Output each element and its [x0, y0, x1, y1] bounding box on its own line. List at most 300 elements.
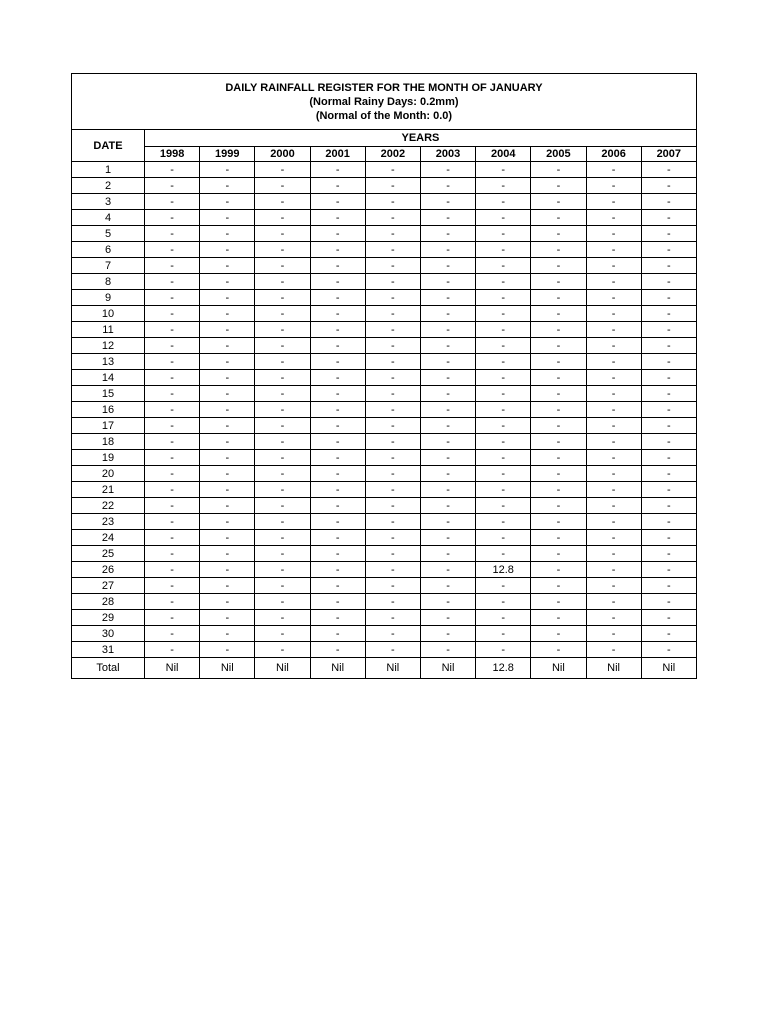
total-cell: Nil	[310, 658, 365, 679]
table-row	[72, 562, 697, 578]
table-row	[72, 578, 697, 594]
rainfall-cell: -	[310, 258, 365, 274]
rainfall-cell: -	[531, 210, 586, 226]
rainfall-cell: -	[255, 514, 310, 530]
rainfall-cell: -	[641, 434, 696, 450]
rainfall-cell: -	[586, 226, 641, 242]
rainfall-cell: -	[200, 578, 255, 594]
total-cell: Nil	[200, 658, 255, 679]
rainfall-cell: -	[641, 402, 696, 418]
rainfall-cell: -	[586, 562, 641, 578]
rainfall-cell: -	[200, 386, 255, 402]
rainfall-cell: -	[420, 370, 475, 386]
rainfall-cell: -	[145, 498, 200, 514]
date-cell: 30	[72, 626, 145, 642]
rainfall-cell: -	[476, 162, 531, 178]
rainfall-cell: -	[200, 610, 255, 626]
rainfall-cell: -	[586, 450, 641, 466]
rainfall-cell: -	[531, 498, 586, 514]
rainfall-cell: -	[531, 338, 586, 354]
rainfall-cell: -	[420, 258, 475, 274]
rainfall-cell: -	[420, 338, 475, 354]
rainfall-cell: -	[531, 258, 586, 274]
rainfall-cell: -	[641, 274, 696, 290]
rainfall-cell: -	[200, 258, 255, 274]
rainfall-cell: -	[200, 354, 255, 370]
rainfall-cell: -	[420, 514, 475, 530]
rainfall-cell: -	[476, 402, 531, 418]
date-cell: 27	[72, 578, 145, 594]
rainfall-cell: -	[200, 370, 255, 386]
table-row	[72, 162, 697, 178]
rainfall-cell: -	[586, 578, 641, 594]
rainfall-cell: -	[310, 562, 365, 578]
rainfall-cell: -	[641, 546, 696, 562]
rainfall-cell: -	[365, 258, 420, 274]
rainfall-cell: -	[310, 498, 365, 514]
rainfall-cell: -	[476, 258, 531, 274]
table-row	[72, 418, 697, 434]
rainfall-cell: -	[586, 546, 641, 562]
date-cell: 5	[72, 226, 145, 242]
rainfall-cell: -	[641, 530, 696, 546]
rainfall-cell: -	[365, 610, 420, 626]
rainfall-cell: -	[255, 482, 310, 498]
rainfall-cell: -	[365, 434, 420, 450]
table-row	[72, 594, 697, 610]
rainfall-cell: -	[586, 306, 641, 322]
rainfall-cell: -	[145, 594, 200, 610]
year-header-2005: 2005	[531, 147, 586, 162]
rainfall-cell: -	[476, 498, 531, 514]
table-row	[72, 434, 697, 450]
rainfall-cell: -	[420, 626, 475, 642]
rainfall-cell: -	[310, 322, 365, 338]
rainfall-cell: -	[420, 306, 475, 322]
rainfall-cell: -	[586, 482, 641, 498]
table-row	[72, 242, 697, 258]
rainfall-cell: -	[531, 482, 586, 498]
title-line-3: (Normal of the Month: 0.0)	[315, 109, 453, 122]
rainfall-cell: -	[200, 594, 255, 610]
date-cell: 21	[72, 482, 145, 498]
rainfall-cell: -	[476, 594, 531, 610]
rainfall-cell: -	[420, 546, 475, 562]
rainfall-cell: -	[200, 162, 255, 178]
rainfall-cell: -	[255, 354, 310, 370]
rainfall-cell: -	[310, 466, 365, 482]
rainfall-cell: -	[420, 242, 475, 258]
rainfall-cell: -	[476, 466, 531, 482]
year-header-row	[72, 147, 697, 162]
rainfall-cell: -	[641, 210, 696, 226]
rainfall-cell: -	[200, 450, 255, 466]
table-row	[72, 610, 697, 626]
table-row	[72, 370, 697, 386]
table-row	[72, 210, 697, 226]
rainfall-cell: -	[310, 386, 365, 402]
rainfall-register-table	[71, 73, 697, 679]
rainfall-cell: -	[476, 322, 531, 338]
rainfall-cell: -	[145, 162, 200, 178]
rainfall-cell: -	[310, 434, 365, 450]
date-cell: 28	[72, 594, 145, 610]
rainfall-cell: -	[476, 274, 531, 290]
rainfall-cell: -	[531, 546, 586, 562]
rainfall-cell: -	[255, 210, 310, 226]
rainfall-cell: -	[310, 354, 365, 370]
rainfall-cell: -	[200, 242, 255, 258]
header-row-years	[72, 130, 697, 147]
rainfall-cell: -	[420, 274, 475, 290]
rainfall-cell: -	[586, 514, 641, 530]
rainfall-cell: -	[641, 258, 696, 274]
date-cell: 22	[72, 498, 145, 514]
year-header-1998: 1998	[145, 147, 200, 162]
rainfall-cell: -	[531, 370, 586, 386]
rainfall-cell: -	[420, 594, 475, 610]
rainfall-cell: -	[365, 642, 420, 658]
total-label: Total	[72, 658, 145, 679]
date-cell: 17	[72, 418, 145, 434]
rainfall-cell: -	[255, 242, 310, 258]
rainfall-cell: -	[145, 338, 200, 354]
rainfall-cell: -	[586, 386, 641, 402]
rainfall-cell: -	[255, 338, 310, 354]
date-cell: 10	[72, 306, 145, 322]
rainfall-cell: -	[200, 306, 255, 322]
rainfall-cell: -	[420, 450, 475, 466]
rainfall-cell: -	[641, 338, 696, 354]
rainfall-cell: -	[200, 210, 255, 226]
rainfall-cell: 12.8	[476, 562, 531, 578]
rainfall-cell: -	[145, 258, 200, 274]
rainfall-cell: -	[476, 450, 531, 466]
total-cell: 12.8	[476, 658, 531, 679]
register-body	[72, 162, 697, 658]
rainfall-cell: -	[476, 354, 531, 370]
rainfall-cell: -	[365, 450, 420, 466]
rainfall-cell: -	[365, 322, 420, 338]
rainfall-cell: -	[255, 274, 310, 290]
rainfall-cell: -	[145, 210, 200, 226]
years-column-header: YEARS	[145, 130, 697, 147]
rainfall-cell: -	[531, 434, 586, 450]
rainfall-cell: -	[641, 178, 696, 194]
rainfall-cell: -	[586, 322, 641, 338]
rainfall-cell: -	[200, 466, 255, 482]
rainfall-cell: -	[531, 466, 586, 482]
rainfall-cell: -	[641, 354, 696, 370]
rainfall-cell: -	[255, 386, 310, 402]
date-cell: 23	[72, 514, 145, 530]
rainfall-cell: -	[586, 610, 641, 626]
rainfall-cell: -	[586, 290, 641, 306]
rainfall-cell: -	[641, 578, 696, 594]
rainfall-cell: -	[310, 594, 365, 610]
rainfall-cell: -	[365, 514, 420, 530]
rainfall-cell: -	[420, 466, 475, 482]
rainfall-cell: -	[641, 322, 696, 338]
rainfall-cell: -	[531, 306, 586, 322]
rainfall-cell: -	[145, 322, 200, 338]
rainfall-cell: -	[255, 306, 310, 322]
rainfall-cell: -	[365, 290, 420, 306]
rainfall-cell: -	[145, 306, 200, 322]
rainfall-cell: -	[310, 450, 365, 466]
year-header-2004: 2004	[476, 147, 531, 162]
rainfall-cell: -	[420, 194, 475, 210]
rainfall-cell: -	[145, 402, 200, 418]
date-cell: 15	[72, 386, 145, 402]
rainfall-cell: -	[200, 290, 255, 306]
table-row	[72, 338, 697, 354]
rainfall-cell: -	[365, 274, 420, 290]
year-header-2000: 2000	[255, 147, 310, 162]
rainfall-cell: -	[586, 498, 641, 514]
rainfall-cell: -	[200, 226, 255, 242]
rainfall-cell: -	[641, 450, 696, 466]
rainfall-cell: -	[255, 290, 310, 306]
table-row	[72, 402, 697, 418]
rainfall-cell: -	[531, 578, 586, 594]
rainfall-cell: -	[200, 434, 255, 450]
date-cell: 26	[72, 562, 145, 578]
rainfall-cell: -	[145, 562, 200, 578]
rainfall-cell: -	[586, 178, 641, 194]
rainfall-cell: -	[145, 450, 200, 466]
date-cell: 14	[72, 370, 145, 386]
date-cell: 7	[72, 258, 145, 274]
rainfall-cell: -	[310, 402, 365, 418]
rainfall-cell: -	[531, 226, 586, 242]
rainfall-cell: -	[476, 546, 531, 562]
table-row	[72, 466, 697, 482]
rainfall-cell: -	[641, 370, 696, 386]
rainfall-cell: -	[586, 466, 641, 482]
date-cell: 4	[72, 210, 145, 226]
title-line-2: (Normal Rainy Days: 0.2mm)	[309, 95, 459, 108]
rainfall-cell: -	[365, 562, 420, 578]
table-row	[72, 546, 697, 562]
rainfall-cell: -	[531, 626, 586, 642]
rainfall-cell: -	[365, 418, 420, 434]
date-cell: 25	[72, 546, 145, 562]
total-cell: Nil	[641, 658, 696, 679]
total-cell: Nil	[586, 658, 641, 679]
rainfall-cell: -	[641, 290, 696, 306]
rainfall-cell: -	[531, 642, 586, 658]
rainfall-cell: -	[476, 306, 531, 322]
rainfall-cell: -	[420, 642, 475, 658]
rainfall-cell: -	[200, 498, 255, 514]
rainfall-cell: -	[310, 514, 365, 530]
rainfall-cell: -	[531, 402, 586, 418]
rainfall-cell: -	[145, 386, 200, 402]
date-cell: 12	[72, 338, 145, 354]
rainfall-cell: -	[586, 434, 641, 450]
table-row	[72, 642, 697, 658]
year-header-2003: 2003	[420, 147, 475, 162]
rainfall-cell: -	[365, 194, 420, 210]
rainfall-cell: -	[531, 290, 586, 306]
rainfall-cell: -	[641, 610, 696, 626]
rainfall-cell: -	[531, 162, 586, 178]
rainfall-cell: -	[255, 626, 310, 642]
rainfall-cell: -	[145, 418, 200, 434]
rainfall-cell: -	[255, 466, 310, 482]
rainfall-cell: -	[255, 562, 310, 578]
title-line-1: DAILY RAINFALL REGISTER FOR THE MONTH OF JANUARY	[225, 81, 543, 94]
table-row	[72, 274, 697, 290]
rainfall-cell: -	[476, 610, 531, 626]
date-cell: 16	[72, 402, 145, 418]
rainfall-cell: -	[531, 450, 586, 466]
date-cell: 3	[72, 194, 145, 210]
rainfall-cell: -	[145, 482, 200, 498]
total-cell: Nil	[420, 658, 475, 679]
rainfall-cell: -	[255, 530, 310, 546]
rainfall-cell: -	[310, 226, 365, 242]
rainfall-cell: -	[420, 322, 475, 338]
rainfall-cell: -	[531, 354, 586, 370]
rainfall-cell: -	[200, 642, 255, 658]
rainfall-cell: -	[476, 210, 531, 226]
rainfall-cell: -	[420, 530, 475, 546]
rainfall-cell: -	[531, 610, 586, 626]
rainfall-cell: -	[641, 626, 696, 642]
rainfall-cell: -	[255, 194, 310, 210]
rainfall-cell: -	[310, 306, 365, 322]
rainfall-cell: -	[476, 434, 531, 450]
rainfall-cell: -	[586, 194, 641, 210]
year-header-2001: 2001	[310, 147, 365, 162]
rainfall-cell: -	[145, 642, 200, 658]
table-row	[72, 322, 697, 338]
rainfall-cell: -	[310, 162, 365, 178]
rainfall-cell: -	[255, 178, 310, 194]
rainfall-cell: -	[420, 226, 475, 242]
table-row	[72, 178, 697, 194]
table-row	[72, 290, 697, 306]
rainfall-cell: -	[476, 226, 531, 242]
rainfall-cell: -	[586, 274, 641, 290]
date-cell: 24	[72, 530, 145, 546]
rainfall-cell: -	[476, 418, 531, 434]
date-cell: 13	[72, 354, 145, 370]
rainfall-cell: -	[641, 466, 696, 482]
rainfall-cell: -	[310, 626, 365, 642]
rainfall-cell: -	[420, 482, 475, 498]
date-cell: 9	[72, 290, 145, 306]
rainfall-cell: -	[586, 210, 641, 226]
rainfall-cell: -	[310, 242, 365, 258]
rainfall-cell: -	[420, 610, 475, 626]
table-row	[72, 450, 697, 466]
rainfall-cell: -	[586, 338, 641, 354]
rainfall-cell: -	[586, 418, 641, 434]
rainfall-cell: -	[586, 258, 641, 274]
rainfall-cell: -	[200, 178, 255, 194]
rainfall-cell: -	[255, 226, 310, 242]
date-cell: 6	[72, 242, 145, 258]
total-cell: Nil	[255, 658, 310, 679]
rainfall-cell: -	[310, 370, 365, 386]
rainfall-cell: -	[476, 514, 531, 530]
rainfall-cell: -	[420, 578, 475, 594]
rainfall-cell: -	[145, 178, 200, 194]
rainfall-cell: -	[420, 162, 475, 178]
rainfall-cell: -	[255, 594, 310, 610]
rainfall-cell: -	[145, 290, 200, 306]
rainfall-cell: -	[586, 642, 641, 658]
rainfall-cell: -	[255, 322, 310, 338]
rainfall-cell: -	[145, 466, 200, 482]
rainfall-cell: -	[420, 290, 475, 306]
rainfall-cell: -	[476, 482, 531, 498]
date-cell: 8	[72, 274, 145, 290]
total-cell: Nil	[531, 658, 586, 679]
year-header-1999: 1999	[200, 147, 255, 162]
rainfall-cell: -	[365, 354, 420, 370]
rainfall-cell: -	[365, 594, 420, 610]
rainfall-cell: -	[365, 386, 420, 402]
year-header-2006: 2006	[586, 147, 641, 162]
title-row	[72, 74, 697, 130]
table-row	[72, 354, 697, 370]
rainfall-cell: -	[145, 274, 200, 290]
rainfall-cell: -	[476, 642, 531, 658]
rainfall-cell: -	[145, 370, 200, 386]
rainfall-cell: -	[531, 194, 586, 210]
rainfall-cell: -	[586, 530, 641, 546]
date-cell: 31	[72, 642, 145, 658]
rainfall-cell: -	[365, 162, 420, 178]
rainfall-cell: -	[531, 562, 586, 578]
rainfall-cell: -	[365, 178, 420, 194]
rainfall-cell: -	[420, 210, 475, 226]
rainfall-cell: -	[310, 642, 365, 658]
rainfall-cell: -	[200, 530, 255, 546]
rainfall-cell: -	[310, 482, 365, 498]
rainfall-cell: -	[420, 386, 475, 402]
rainfall-cell: -	[476, 178, 531, 194]
rainfall-cell: -	[145, 514, 200, 530]
date-cell: 20	[72, 466, 145, 482]
rainfall-cell: -	[145, 530, 200, 546]
rainfall-cell: -	[641, 162, 696, 178]
rainfall-cell: -	[531, 514, 586, 530]
rainfall-cell: -	[255, 610, 310, 626]
rainfall-cell: -	[365, 210, 420, 226]
table-row	[72, 514, 697, 530]
rainfall-cell: -	[310, 546, 365, 562]
rainfall-cell: -	[476, 578, 531, 594]
rainfall-cell: -	[531, 274, 586, 290]
rainfall-cell: -	[310, 178, 365, 194]
rainfall-cell: -	[365, 578, 420, 594]
rainfall-cell: -	[310, 338, 365, 354]
rainfall-cell: -	[200, 626, 255, 642]
rainfall-cell: -	[310, 610, 365, 626]
rainfall-cell: -	[365, 242, 420, 258]
rainfall-cell: -	[365, 402, 420, 418]
rainfall-cell: -	[420, 434, 475, 450]
rainfall-cell: -	[641, 594, 696, 610]
rainfall-cell: -	[420, 178, 475, 194]
rainfall-cell: -	[365, 530, 420, 546]
table-row	[72, 530, 697, 546]
